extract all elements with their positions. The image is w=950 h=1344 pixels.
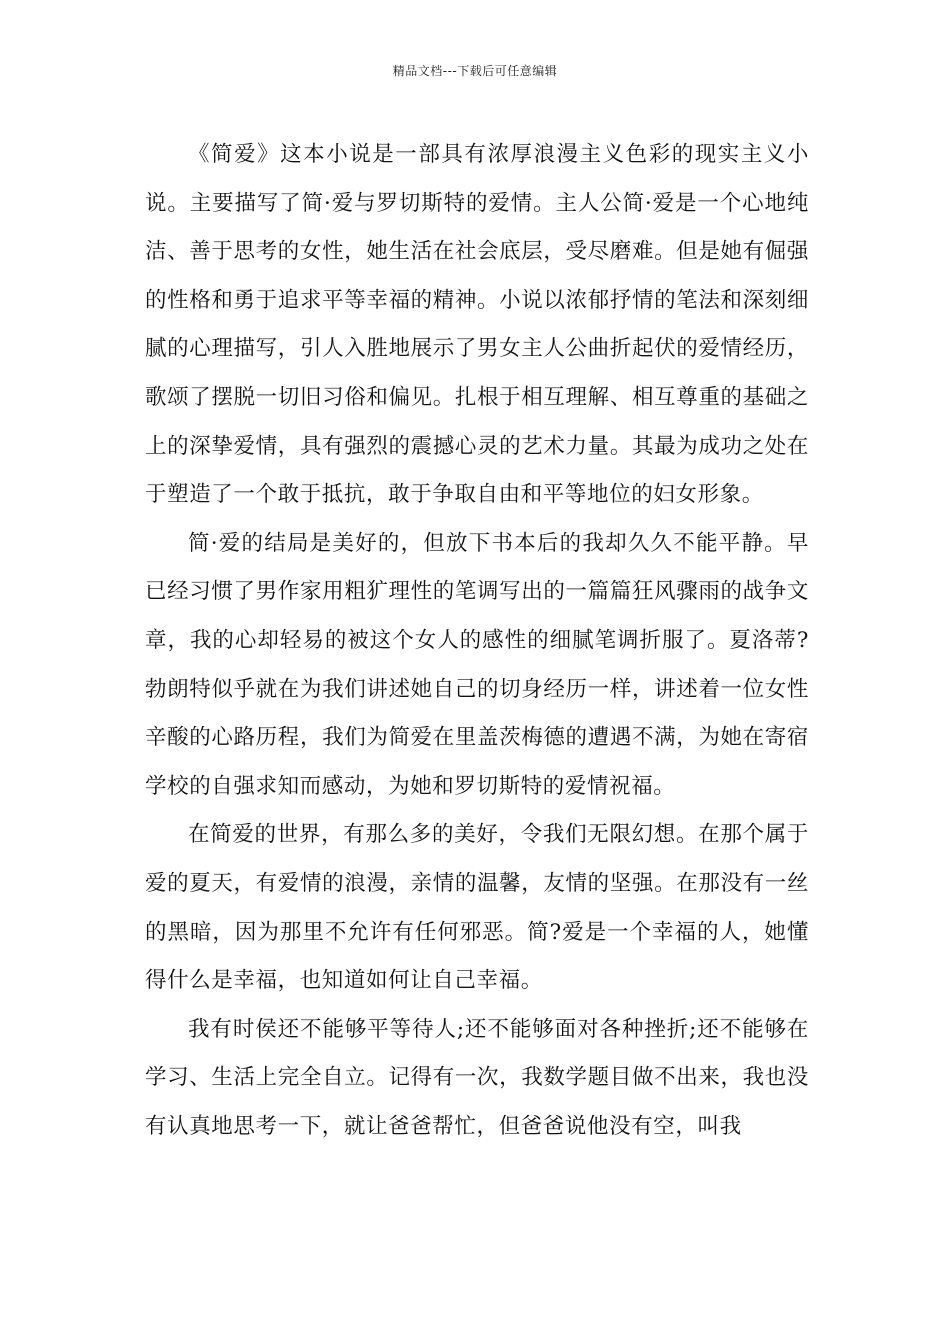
paragraph-2: 简·爱的结局是美好的，但放下书本后的我却久久不能平静。早已经习惯了男作家用粗犷理性的笔调写出的一篇篇狂风骤雨的战争文章，我的心却轻易的被这个女人的感性的细腻笔调折服了。夏洛蒂?勃朗特似乎就在为我们讲述她自己的切身经历一样，讲述着一位女性辛酸的心路历程，我们为简爱在里盖茨梅德的遭遇不满，为她在寄宿学校的自强求知而感动，为她和罗切斯特的爱情祝福。 bbox=[145, 530, 809, 799]
paragraph-1: 《简爱》这本小说是一部具有浓厚浪漫主义色彩的现实主义小说。主要描写了简·爱与罗切斯特的爱情。主人公简·爱是一个心地纯洁、善于思考的女性，她生活在社会底层，受尽磨难。但是她有倔强的性格和勇于追求平等幸福的精神。小说以浓郁抒情的笔法和深刻细腻的心理描写，引人入胜地展示了男女主人公曲折起伏的爱情经历，歌颂了摆脱一切旧习俗和偏见。扎根于相互理解、相互尊重的基础之上的深挚爱情，具有强烈的震撼心灵的艺术力量。其最为成功之处在于塑造了一个敢于抵抗，敢于争取自由和平等地位的妇女形象。 bbox=[145, 142, 809, 508]
page-header: 精品文档---下载后可任意编辑 bbox=[392, 64, 558, 78]
paragraph-4: 我有时侯还不能够平等待人;还不能够面对各种挫折;还不能够在学习、生活上完全自立。记得有一次，我数学题目做不出来，我也没有认真地思考一下，就让爸爸帮忙，但爸爸说他没有空，叫我 bbox=[145, 1016, 809, 1139]
paragraph-3: 在简爱的世界，有那么多的美好，令我们无限幻想。在那个属于爱的夏天，有爱情的浪漫，亲情的温馨，友情的坚强。在那没有一丝的黑暗，因为那里不允许有任何邪恶。简?爱是一个幸福的人，她懂得什么是幸福，也知道如何让自己幸福。 bbox=[145, 822, 809, 994]
article-body bbox=[145, 131, 809, 1151]
